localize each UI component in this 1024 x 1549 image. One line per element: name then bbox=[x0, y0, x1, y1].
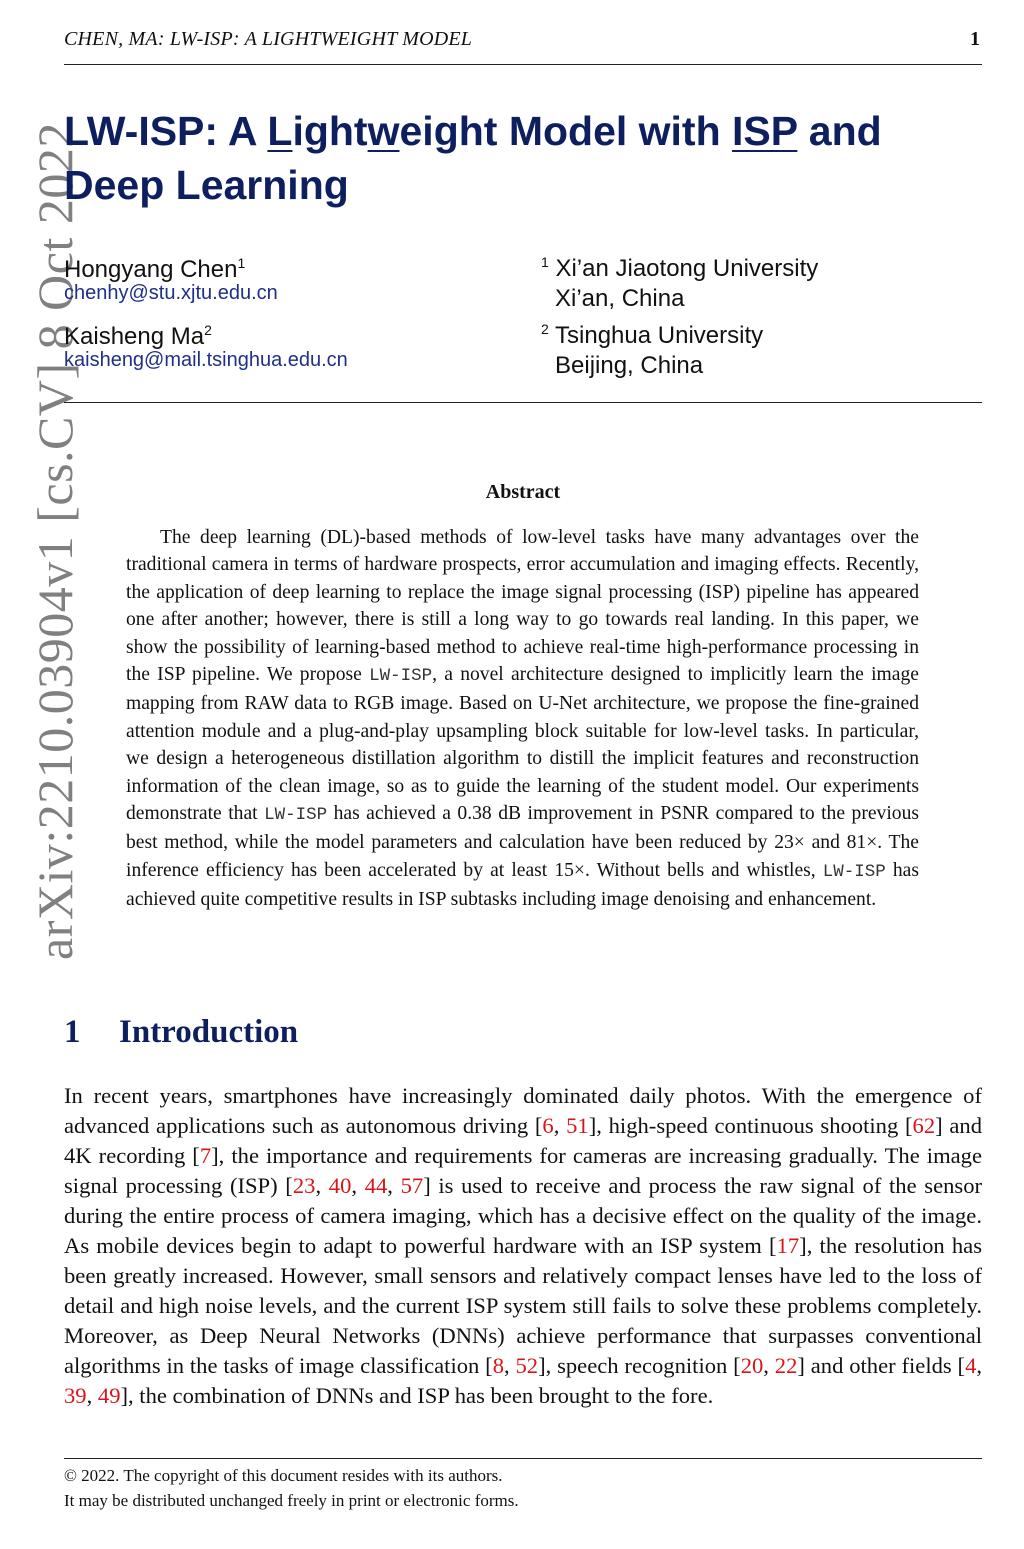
intro-text: , bbox=[763, 1353, 775, 1378]
model-name: LW-ISP bbox=[264, 805, 328, 826]
author-sup: 2 bbox=[204, 322, 212, 338]
intro-text: In recent years, smartphones have increasingly dominated daily photos. With the emergence of advanced applications such as autonomous driving [ bbox=[64, 1083, 982, 1138]
intro-text: , bbox=[387, 1173, 401, 1198]
intro-text: , bbox=[351, 1173, 365, 1198]
abstract-text: , a novel architecture designed to implicitly learn the image mapping from RAW data to RGB image. Based on U-Net architecture, we propose the fine-grained attention module and a plug-and-play upsampling block suitable for low-level tasks. In particular, we design a heterogeneous distillation algorithm to distill the implicit features and reconstruction information of the clean image, so as to guide the learning of the student model. Our experiments demonstrate that bbox=[126, 664, 919, 825]
section-title: Introduction bbox=[119, 1014, 299, 1050]
author-sup: 1 bbox=[237, 255, 246, 271]
intro-text: ], the combination of DNNs and ISP has been brought to the fore. bbox=[120, 1383, 714, 1408]
intro-text: , bbox=[503, 1353, 516, 1378]
intro-text: , bbox=[86, 1383, 98, 1408]
intro-text: ], the resolution has been greatly increased. However, small sensors and relatively compact lenses have led to the loss of detail and high noise levels, and the current ISP system still fails to solve these problems completely. Moreover, as Deep Neural Networks (DNNs) achieve performance that surpasses conventional algorithms in the tasks of image classification [ bbox=[64, 1233, 983, 1378]
intro-paragraph bbox=[64, 1081, 982, 1411]
author-name-text: Kaisheng Ma bbox=[64, 323, 205, 350]
affiliation bbox=[541, 247, 818, 314]
copyright-footer bbox=[64, 1464, 519, 1513]
title-underlined-word: ISP bbox=[732, 108, 798, 154]
paper-title bbox=[64, 104, 964, 212]
footer-divider bbox=[64, 1458, 982, 1459]
citation-link[interactable]: 7 bbox=[199, 1143, 212, 1168]
title-text: ight bbox=[292, 108, 368, 154]
author-email[interactable]: chenhy@stu.xjtu.edu.cn bbox=[64, 282, 278, 304]
citation-link[interactable]: 8 bbox=[492, 1353, 504, 1378]
citation-link[interactable]: 39 bbox=[64, 1383, 87, 1408]
citation-link[interactable]: 23 bbox=[292, 1173, 316, 1198]
arxiv-stamp: arXiv:2210.03904v1 [cs.CV] 8 Oct 2022 bbox=[27, 122, 83, 960]
citation-link[interactable]: 44 bbox=[364, 1173, 388, 1198]
citation-link[interactable]: 4 bbox=[965, 1353, 977, 1378]
section-number: 1 bbox=[64, 1014, 81, 1050]
affiliation-sup: 2 bbox=[541, 321, 549, 337]
citation-link[interactable]: 49 bbox=[97, 1383, 121, 1408]
abstract-text: has achieved a 0.38 dB improvement in PSNR compared to the previous best method, while the model parameters and calculation have been reduced by 23× and 81×. The inference efficiency has been accelerated by at least 15×. Without bells and whistles, bbox=[126, 803, 919, 881]
author-name bbox=[64, 249, 245, 284]
model-name: LW-ISP bbox=[822, 861, 886, 882]
affiliation-location: Beijing, China bbox=[555, 352, 704, 379]
intro-text: ], speech recognition [ bbox=[538, 1353, 741, 1378]
title-underlined-letter: L bbox=[267, 108, 293, 154]
model-name: LW-ISP bbox=[369, 666, 433, 687]
abstract-text: The deep learning (DL)-based methods of low-level tasks have many advantages over the traditional camera in terms of hardware prospects, error accumulation and imaging effects. Recently, the application of deep learning to replace the image signal processing (ISP) pipeline has appeared one after another; however, there is still a long way to go towards real landing. In this paper, we show the possibility of learning-based method to achieve real-time high-performance processing in the ISP pipeline. We propose bbox=[126, 527, 919, 686]
citation-link[interactable]: 22 bbox=[774, 1353, 798, 1378]
title-underlined-letter: w bbox=[367, 108, 400, 154]
intro-text: ] and other fields [ bbox=[797, 1353, 966, 1378]
citation-link[interactable]: 6 bbox=[542, 1113, 554, 1138]
running-title: CHEN, MA: LW-ISP: A LIGHTWEIGHT MODEL bbox=[64, 28, 473, 50]
citation-link[interactable]: 52 bbox=[515, 1353, 539, 1378]
citation-link[interactable]: 51 bbox=[566, 1113, 589, 1138]
author-email[interactable]: kaisheng@mail.tsinghua.edu.cn bbox=[64, 349, 348, 371]
citation-link[interactable]: 40 bbox=[328, 1173, 352, 1198]
abstract-heading: Abstract bbox=[485, 481, 561, 503]
title-text: LW-ISP: A bbox=[64, 108, 268, 154]
title-line-2: Deep Learning bbox=[64, 162, 349, 208]
intro-text: ], the importance and requirements for cameras are increasing gradually. The image signal processing (ISP) [ bbox=[64, 1143, 982, 1198]
title-text: and bbox=[797, 108, 882, 154]
affiliation-name: Xi’an Jiaotong University bbox=[555, 255, 819, 282]
citation-link[interactable]: 57 bbox=[400, 1173, 424, 1198]
intro-text: ] is used to receive and process the raw signal of the sensor during the entire process of camera imaging, which has a decisive effect on the quality of the image. As mobile devices begin to adapt to powerful hardware with an ISP system [ bbox=[64, 1173, 983, 1258]
affiliation-name: Tsinghua University bbox=[555, 322, 764, 349]
author-name bbox=[64, 316, 212, 351]
copyright-line: © 2022. The copyright of this document resides with its authors. bbox=[64, 1466, 503, 1485]
affiliation-sup: 1 bbox=[541, 254, 549, 270]
abstract-text: has achieved quite competitive results in ISP subtasks including image denoising and enhancement. bbox=[126, 859, 919, 911]
citation-link[interactable]: 20 bbox=[740, 1353, 764, 1378]
page-number: 1 bbox=[970, 28, 980, 50]
citation-link[interactable]: 17 bbox=[776, 1233, 800, 1258]
author-name-text: Hongyang Chen bbox=[64, 256, 238, 283]
citation-link[interactable]: 62 bbox=[912, 1113, 936, 1138]
affiliation bbox=[541, 314, 763, 381]
title-text: eight Model with bbox=[399, 108, 733, 154]
affiliation-location: Xi’an, China bbox=[555, 285, 685, 312]
intro-text: , bbox=[553, 1113, 567, 1138]
intro-text: ] and 4K recording [ bbox=[64, 1113, 983, 1168]
header-divider bbox=[64, 402, 982, 403]
intro-text: ], high-speed continuous shooting [ bbox=[588, 1113, 913, 1138]
running-header bbox=[64, 28, 982, 65]
abstract-body bbox=[126, 524, 919, 914]
distribution-line: It may be distributed unchanged freely in print or electronic forms. bbox=[64, 1490, 519, 1510]
intro-text: , bbox=[976, 1353, 983, 1378]
intro-text: , bbox=[315, 1173, 329, 1198]
